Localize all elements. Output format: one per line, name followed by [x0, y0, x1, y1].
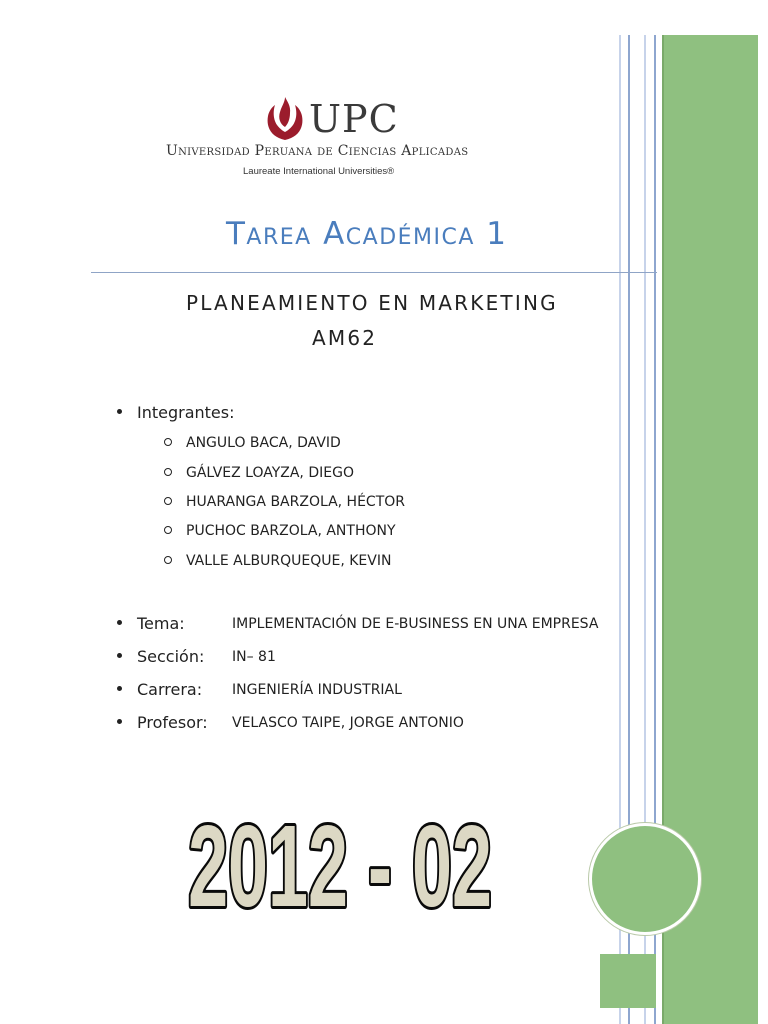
detail-value-tema: IMPLEMENTACIÓN DE E-BUSINESS EN UNA EMPRESA	[232, 616, 599, 632]
academic-period	[188, 796, 492, 932]
member-item: ANGULO BACA, DAVID	[164, 435, 341, 451]
detail-label-carrera: Carrera:	[117, 680, 202, 699]
period-text: 2012 - 02	[188, 802, 492, 932]
bullet-icon	[117, 620, 122, 625]
member-item: VALLE ALBURQUEQUE, KEVIN	[164, 553, 391, 569]
upc-logo-icon	[265, 97, 305, 141]
course-name: PLANEAMIENTO EN MARKETING	[186, 291, 558, 315]
member-item: HUARANGA BARZOLA, HÉCTOR	[164, 494, 405, 510]
detail-value-carrera: INGENIERÍA INDUSTRIAL	[232, 682, 402, 698]
detail-value-profesor: VELASCO TAIPE, JORGE ANTONIO	[232, 715, 464, 731]
member-item: PUCHOC BARZOLA, ANTHONY	[164, 523, 396, 539]
members-label: Integrantes:	[137, 403, 235, 422]
member-item: GÁLVEZ LOAYZA, DIEGO	[164, 465, 354, 481]
detail-label-profesor: Profesor:	[117, 713, 208, 732]
green-circle	[589, 823, 701, 935]
green-square	[600, 954, 656, 1008]
laureate-text: Laureate International Universities®	[243, 166, 395, 177]
detail-value-seccion: IN– 81	[232, 649, 276, 665]
divider	[91, 272, 657, 273]
detail-label-seccion: Sección:	[117, 647, 204, 666]
upc-wordmark: UPC	[309, 97, 399, 141]
course-code: AM62	[312, 326, 378, 350]
members-heading	[117, 403, 235, 422]
circle-bullet-icon	[164, 526, 172, 534]
circle-bullet-icon	[164, 468, 172, 476]
detail-label-tema: Tema:	[117, 614, 185, 633]
bullet-icon	[117, 719, 122, 724]
document-title: Tarea Académica 1	[226, 216, 508, 252]
circle-bullet-icon	[164, 497, 172, 505]
circle-bullet-icon	[164, 556, 172, 564]
university-name: Universidad Peruana de Ciencias Aplicadas	[166, 143, 469, 159]
bullet-icon	[117, 686, 122, 691]
bullet-icon	[117, 409, 122, 414]
bullet-icon	[117, 653, 122, 658]
circle-bullet-icon	[164, 438, 172, 446]
